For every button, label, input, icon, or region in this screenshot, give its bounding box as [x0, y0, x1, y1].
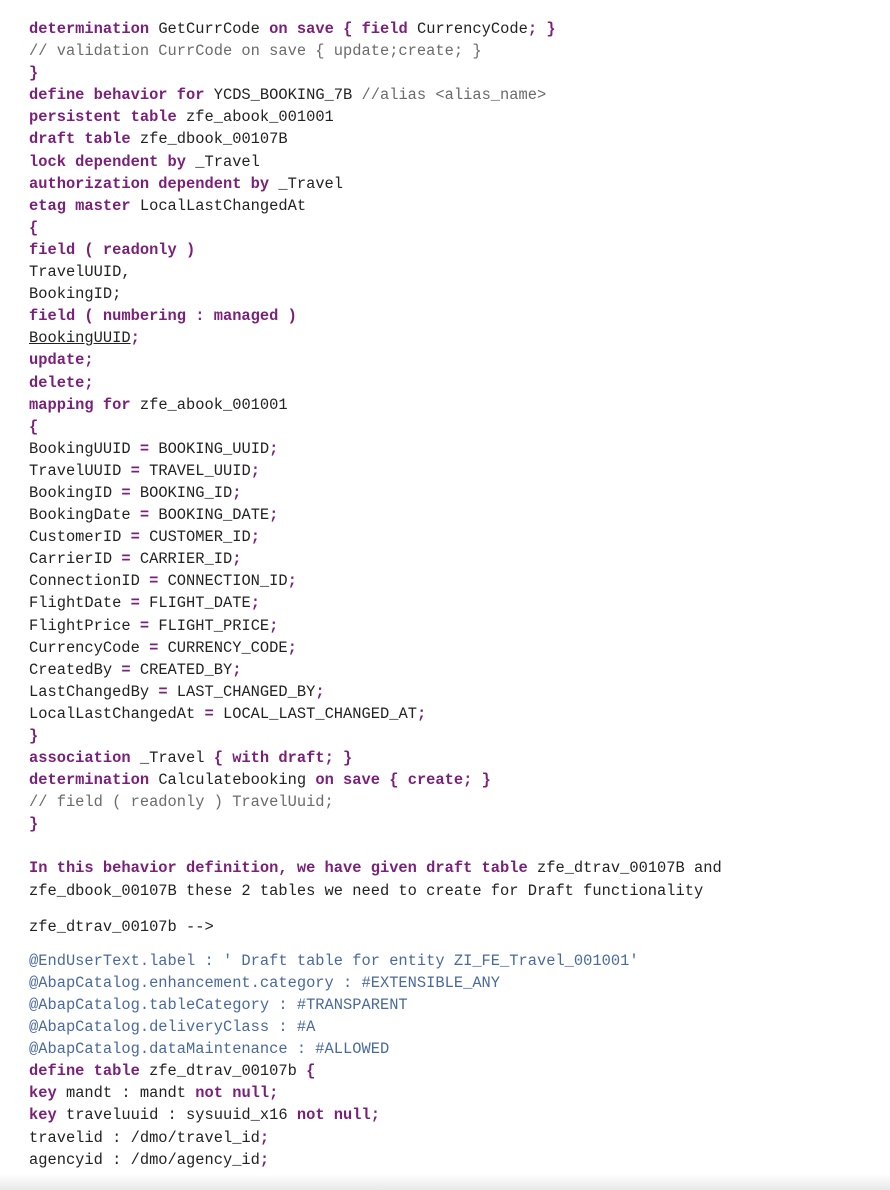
code-line	[29, 1038, 879, 1060]
code-line	[29, 813, 879, 835]
text-token: _Travel	[130, 749, 214, 768]
code-line	[29, 128, 879, 150]
keyword-token: ;	[416, 704, 427, 723]
keyword-token: ;	[232, 660, 242, 679]
keyword-token: define table	[29, 1062, 140, 1081]
keyword-token: { create; }	[389, 771, 491, 790]
text-token: _Travel	[269, 174, 344, 193]
text-token: YCDS_BOOKING_7B	[204, 86, 362, 105]
text-token: BookingUUID	[29, 439, 140, 458]
text-token: zfe_dbook_00107B	[130, 130, 288, 149]
code-line	[29, 217, 879, 239]
keyword-token: {	[306, 1062, 316, 1081]
text-token: LocalLastChangedAt	[29, 704, 205, 723]
keyword-token: }	[546, 20, 556, 38]
keyword-token: key	[29, 1084, 57, 1103]
text-token: FLIGHT_PRICE	[149, 616, 270, 635]
text-token: BookingID	[29, 483, 122, 502]
text-token: zfe_dtrav_00107B and	[527, 859, 722, 878]
code-line	[29, 195, 879, 217]
text-token: BookingDate	[29, 506, 140, 525]
text-token	[537, 20, 546, 38]
keyword-token: =	[149, 638, 159, 657]
code-line	[29, 327, 879, 349]
text-token: LAST_CHANGED_BY	[167, 682, 316, 701]
keyword-token: ;	[269, 439, 279, 458]
code-line	[29, 349, 879, 371]
text-token: Calculatebooking	[149, 771, 316, 790]
keyword-token: =	[139, 616, 150, 635]
code-line	[29, 615, 879, 637]
spacer	[29, 938, 879, 950]
text-token: zfe_dtrav_00107b	[139, 1062, 307, 1081]
code-line	[29, 482, 879, 504]
keyword-token: }	[29, 815, 39, 834]
text-token: mandt : mandt	[56, 1084, 196, 1103]
keyword-token: etag master	[29, 196, 131, 215]
code-line	[29, 880, 879, 902]
keyword-token: ;	[527, 20, 538, 38]
text-token: travelid : /dmo/travel_id	[29, 1128, 260, 1147]
code-line	[29, 916, 879, 938]
keyword-token: authorization dependent by	[29, 174, 270, 193]
text-token: CURRENCY_CODE	[158, 638, 288, 657]
code-line	[29, 1127, 879, 1149]
text-token: CUSTOMER_ID	[139, 528, 251, 547]
code-line	[29, 394, 879, 416]
code-line	[29, 438, 879, 460]
keyword-token: }	[29, 64, 39, 83]
keyword-token: field ( readonly )	[29, 240, 196, 259]
keyword-token: In this behavior definition, we have given draft table	[29, 859, 528, 878]
text-token: agencyid : /dmo/agency_id	[29, 1150, 260, 1169]
comment-token: //alias <alias_name>	[361, 86, 547, 105]
annotation-token: @AbapCatalog.tableCategory : #TRANSPARENT	[29, 995, 408, 1014]
spacer	[29, 902, 879, 916]
code-line	[29, 173, 879, 195]
behavior-definition-code	[29, 18, 879, 835]
code-line	[29, 548, 879, 570]
keyword-token: determination	[29, 20, 150, 38]
code-line	[29, 659, 879, 681]
keyword-token: ;	[232, 483, 242, 502]
keyword-token: {	[29, 218, 39, 237]
code-line	[29, 725, 879, 747]
text-token: LocalLastChangedAt	[130, 196, 307, 215]
code-line	[29, 1082, 879, 1104]
keyword-token: =	[139, 439, 150, 458]
text-token: FlightDate	[29, 594, 131, 613]
keyword-token: =	[121, 660, 131, 679]
keyword-token: =	[121, 550, 131, 569]
keyword-token: =	[130, 461, 140, 480]
comment-token: // validation CurrCode on save { update;create; }	[29, 42, 482, 61]
text-token: LastChangedBy	[29, 682, 159, 701]
keyword-token: ;	[232, 550, 242, 569]
keyword-token: not null;	[296, 1106, 380, 1125]
code-line	[29, 1149, 879, 1171]
code-line	[29, 526, 879, 548]
code-line	[29, 950, 879, 972]
text-token: GetCurrCode	[149, 20, 270, 38]
code-line	[29, 18, 879, 40]
keyword-token: ;	[269, 506, 279, 525]
text-token: ConnectionID	[29, 572, 150, 591]
text-token: CARRIER_ID	[130, 550, 233, 569]
keyword-token: ;	[259, 1128, 270, 1147]
code-line	[29, 1060, 879, 1082]
code-line	[29, 791, 879, 813]
text-token: CurrencyCode	[407, 20, 528, 38]
annotation-token: @EndUserText.label : ' Draft table for entity ZI_FE_Travel_001001'	[29, 951, 639, 970]
text-token	[334, 20, 343, 38]
keyword-token: update;	[29, 351, 94, 370]
bottom-fade	[0, 1174, 890, 1190]
keyword-token: delete;	[29, 373, 94, 392]
code-line	[29, 62, 879, 84]
text-token: zfe_abook_001001	[176, 108, 334, 127]
keyword-token: ;	[250, 461, 260, 480]
keyword-token: ;	[287, 638, 297, 657]
code-line	[29, 239, 879, 261]
comment-token: // field ( readonly ) TravelUuid;	[29, 793, 334, 812]
table-heading	[29, 916, 879, 938]
keyword-token: ;	[287, 572, 297, 591]
text-token: CurrencyCode	[29, 638, 150, 657]
draft-table-code	[29, 950, 879, 1171]
code-line	[29, 857, 879, 879]
text-token: TravelUUID,	[29, 263, 131, 282]
code-line	[29, 1016, 879, 1038]
text-token: CarrierID	[29, 550, 122, 569]
document-body	[29, 18, 879, 1171]
keyword-token: association	[29, 749, 131, 768]
keyword-token: field ( numbering : managed )	[29, 307, 297, 326]
keyword-token: lock dependent by	[29, 152, 187, 171]
keyword-token: key	[29, 1106, 57, 1125]
keyword-token: determination	[29, 771, 150, 790]
explanation-paragraph	[29, 857, 879, 901]
keyword-token: ;	[130, 329, 140, 348]
keyword-token: ;	[315, 682, 325, 701]
code-line	[29, 769, 879, 791]
spacer	[29, 835, 879, 857]
code-line	[29, 570, 879, 592]
text-token: zfe_dtrav_00107b -->	[29, 917, 214, 936]
keyword-token: {	[29, 417, 39, 436]
text-token: TRAVEL_UUID	[139, 461, 251, 480]
annotation-token: @AbapCatalog.deliveryClass : #A	[29, 1018, 316, 1037]
code-line	[29, 460, 879, 482]
keyword-token: =	[204, 704, 214, 723]
text-token: BOOKING_ID	[130, 483, 233, 502]
keyword-token: =	[130, 528, 140, 547]
code-line	[29, 972, 879, 994]
text-token: CONNECTION_ID	[158, 572, 288, 591]
keyword-token: on save	[269, 20, 334, 38]
code-line	[29, 592, 879, 614]
keyword-token: ;	[259, 1150, 270, 1169]
keyword-token: draft table	[29, 130, 131, 149]
code-line	[29, 372, 879, 394]
keyword-token: ;	[250, 528, 260, 547]
code-line	[29, 416, 879, 438]
text-token	[380, 771, 389, 789]
text-token: BookingID;	[29, 285, 122, 304]
text-token: zfe_dbook_00107B these 2 tables we need to create for Draft functionality	[29, 881, 704, 900]
keyword-token: on save	[315, 771, 380, 790]
code-line	[29, 1104, 879, 1126]
keyword-token: persistent table	[29, 108, 177, 127]
text-token: BOOKING_DATE	[149, 506, 270, 525]
keyword-token: define behavior for	[29, 86, 205, 105]
keyword-token: mapping for	[29, 395, 131, 414]
keyword-token: ;	[250, 594, 260, 613]
code-line	[29, 305, 879, 327]
keyword-token: =	[149, 572, 159, 591]
keyword-token: {	[343, 20, 353, 38]
code-line	[29, 637, 879, 659]
text-token: TravelUUID	[29, 461, 131, 480]
keyword-token: ;	[269, 616, 279, 635]
annotation-token: @AbapCatalog.enhancement.category : #EXTENSIBLE_ANY	[29, 973, 501, 992]
code-line	[29, 106, 879, 128]
keyword-token: =	[139, 506, 150, 525]
annotation-token: @AbapCatalog.dataMaintenance : #ALLOWED	[29, 1040, 390, 1059]
text-token: _Travel	[186, 152, 260, 171]
text-token: LOCAL_LAST_CHANGED_AT	[213, 704, 417, 723]
text-token: BOOKING_UUID	[149, 439, 270, 458]
code-line	[29, 994, 879, 1016]
code-line	[29, 747, 879, 769]
keyword-token: =	[130, 594, 140, 613]
text-token: CREATED_BY	[130, 660, 233, 679]
code-line	[29, 40, 879, 62]
text-token: BookingUUID	[29, 329, 131, 348]
code-line	[29, 261, 879, 283]
code-line	[29, 703, 879, 725]
text-token: FLIGHT_DATE	[139, 594, 251, 613]
keyword-token: { with draft; }	[213, 749, 353, 768]
keyword-token: =	[158, 682, 168, 701]
text-token: FlightPrice	[29, 616, 140, 635]
code-line	[29, 504, 879, 526]
text-token: traveluuid : sysuuid_x16	[56, 1106, 297, 1125]
keyword-token: field	[361, 20, 408, 38]
code-line	[29, 84, 879, 106]
keyword-token: not null;	[195, 1084, 279, 1103]
text-token: CreatedBy	[29, 660, 122, 679]
keyword-token: =	[121, 483, 131, 502]
text-token	[352, 20, 361, 38]
code-line	[29, 283, 879, 305]
code-line	[29, 681, 879, 703]
text-token: CustomerID	[29, 528, 131, 547]
text-token: zfe_abook_001001	[130, 395, 288, 414]
code-line	[29, 151, 879, 173]
keyword-token: }	[29, 727, 39, 745]
